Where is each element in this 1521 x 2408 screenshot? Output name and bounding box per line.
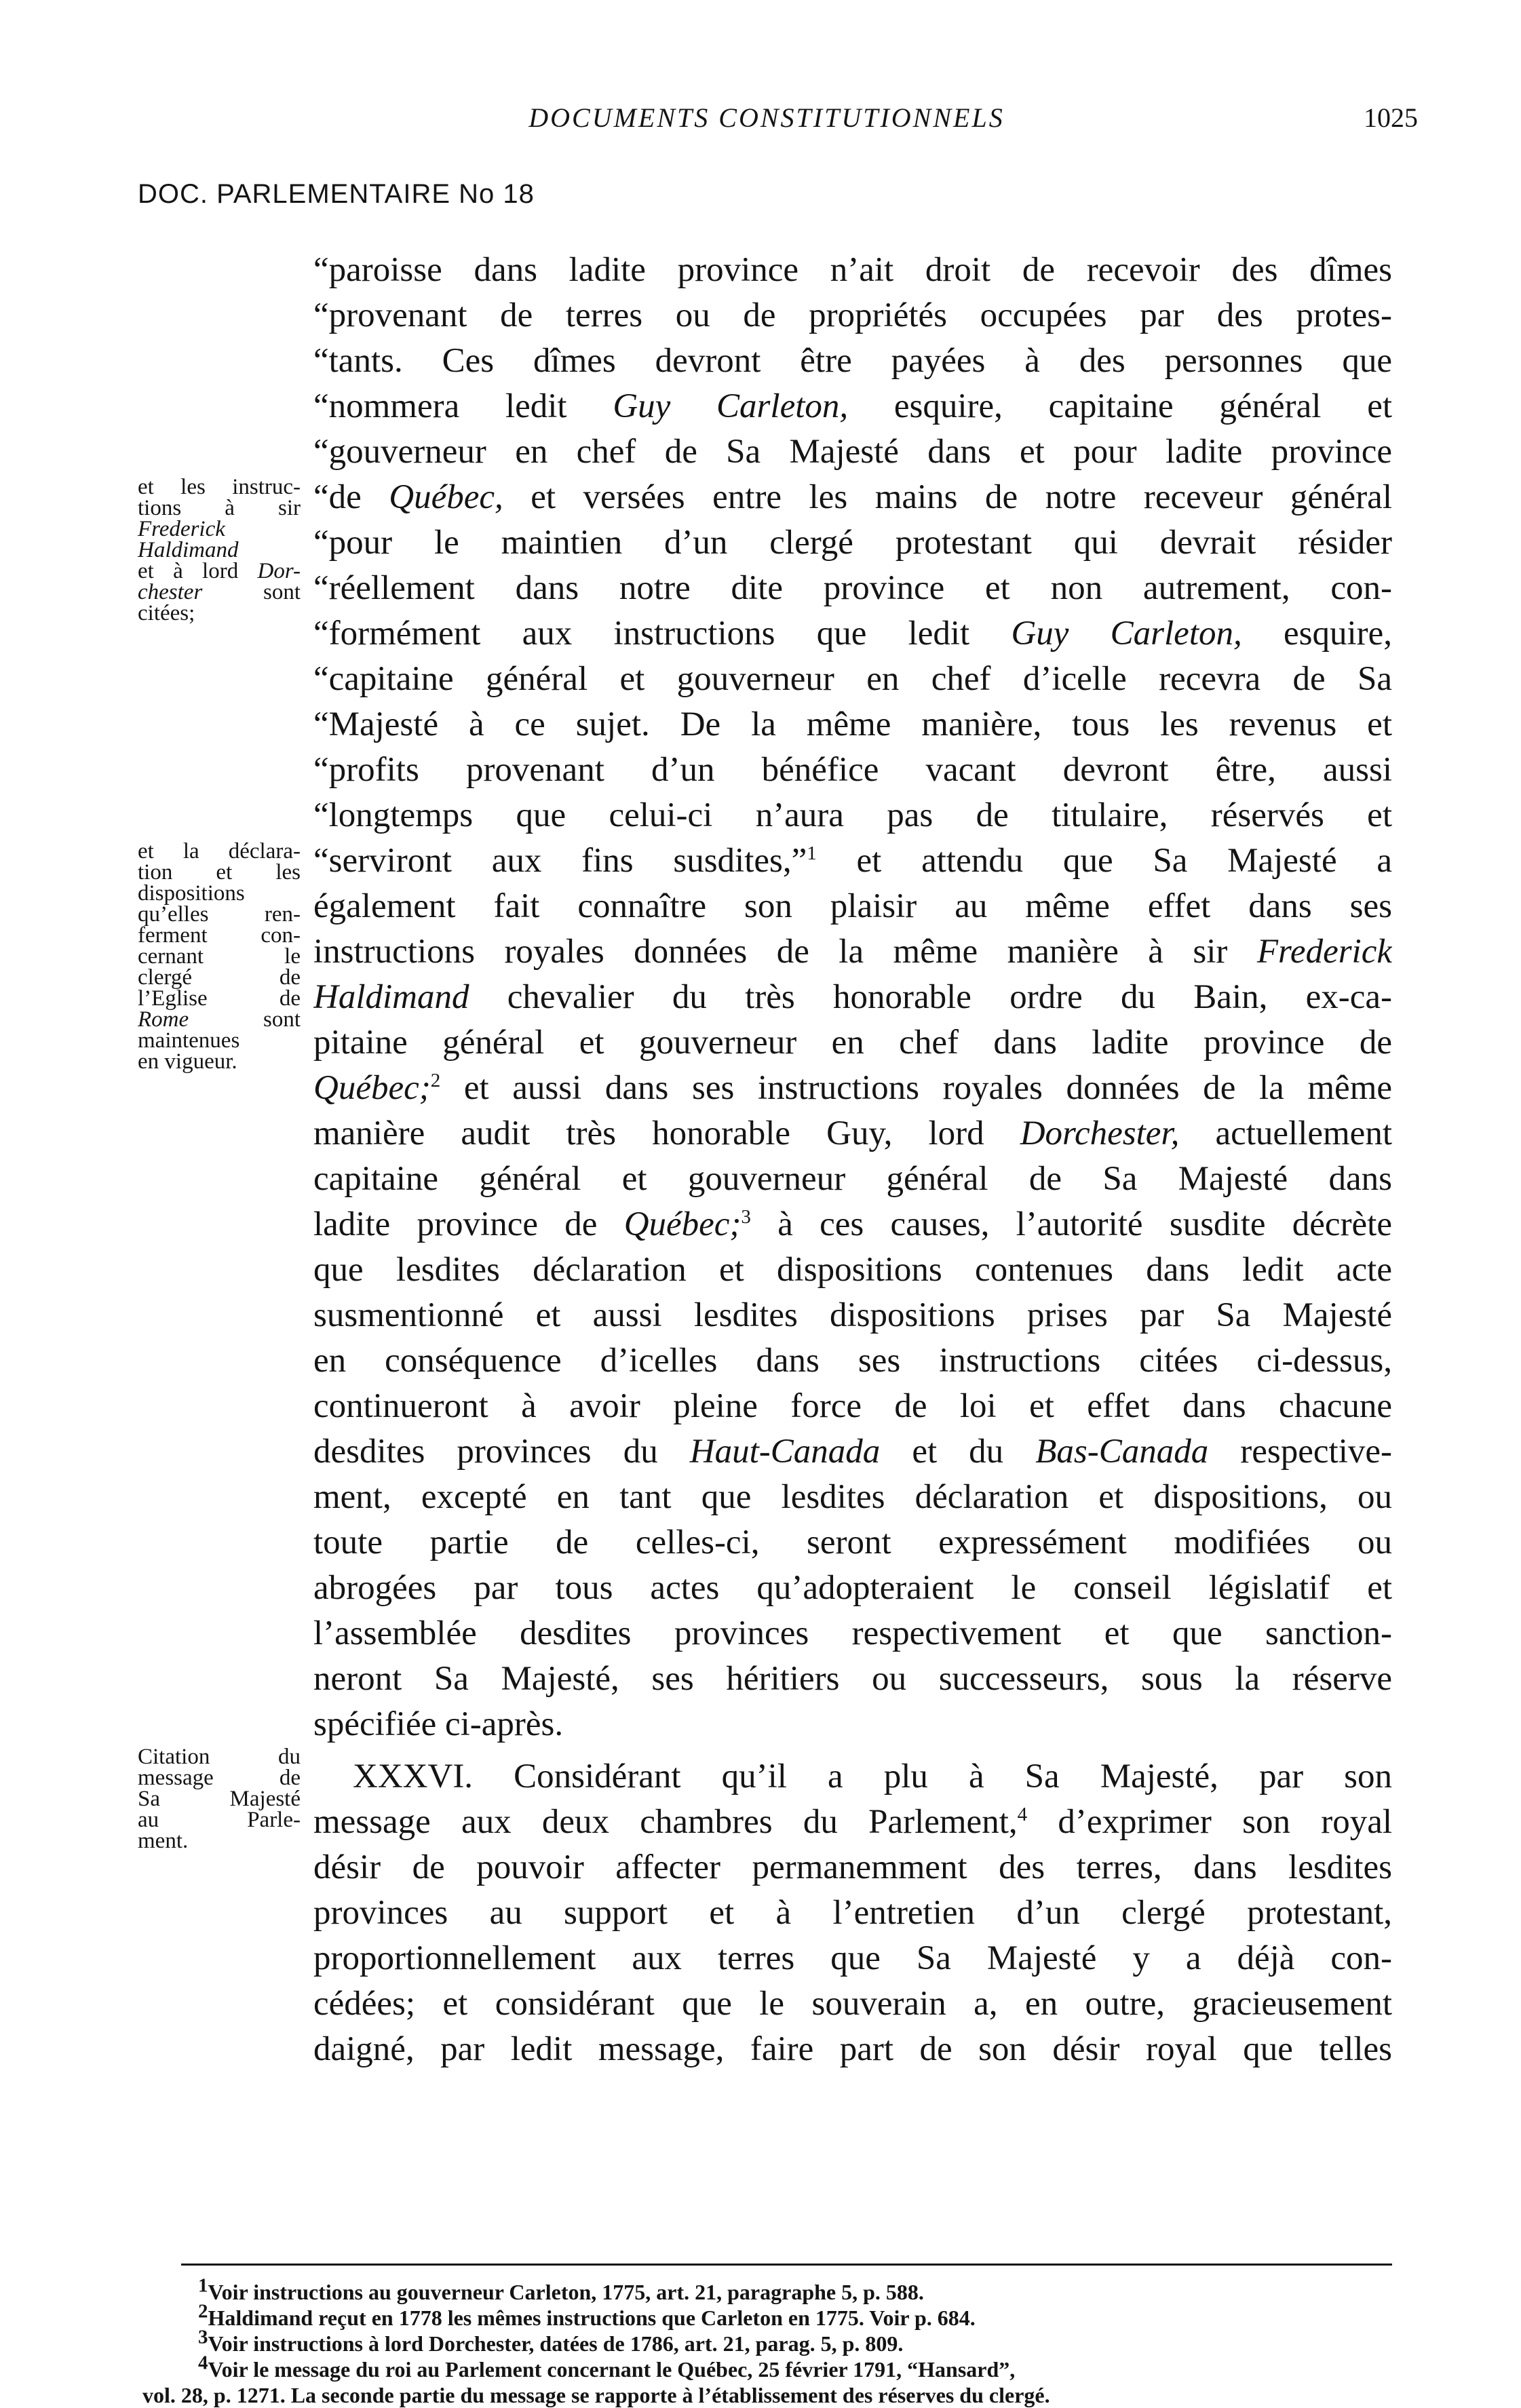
text-line: continueront à avoir pleine force de loi et effet dans chacune [313,1387,1392,1425]
margin-line: clergé de [138,965,301,990]
text-line: “Majesté à ce sujet. De la même manière, tous les revenus et [313,705,1392,743]
footnote: $^1$Voir instructions au gouverneur Carleton, 1775, art. 21, paragraphe 5, p. 588. [198,2274,924,2304]
text-line: que lesdites déclaration et dispositions contenues dans ledit acte [313,1251,1392,1289]
margin-line: en vigueur. [138,1049,237,1074]
margin-line: maintenues [138,1028,240,1053]
footnote-ref: 4 [1017,1804,1028,1825]
margin-line: Rome sont [138,1007,301,1032]
text-line: desdites provinces du Haut-Canada et du Bas-Canada respective- [313,1433,1392,1471]
text-line: “serviront aux fins susdites,”$^1$ et attendu que Sa Majesté a [313,842,1392,880]
text-line: ladite province de Québec;$^3$ à ces causes, l’autorité susdite décrète [313,1205,1392,1243]
text-line: capitaine général et gouverneur général de Sa Majesté dans [313,1160,1392,1198]
footnotes [142,2274,1392,2408]
margin-line: citées; [138,601,195,625]
footnote-divider [181,2264,1392,2266]
text-line: “provenant de terres ou de propriétés occupées par des protes- [313,296,1392,334]
text-line: “longtemps que celui-ci n’aura pas de titulaire, réservés et [313,796,1392,834]
section-heading-line: XXXVI. Considérant qu’il a plu à Sa Majesté, par son [353,1758,1392,1795]
text-line: abrogées par tous actes qu’adopteraient le conseil législatif et [313,1569,1392,1607]
margin-line: tion et les [138,860,301,885]
margin-line: ment. [138,1829,189,1853]
margin-line: message de [138,1766,301,1790]
margin-line: Haldimand [138,538,239,562]
text-line: désir de pouvoir affecter permanemment des terres, dans lesdites [313,1848,1392,1886]
margin-note-instructions [138,477,301,624]
text-line: “capitaine général et gouverneur en chef d’icelle recevra de Sa [313,660,1392,698]
text-line: Québec;$^2$ et aussi dans ses instructions royales données de la même [313,1069,1392,1107]
margin-line: au Parle- [138,1808,301,1832]
footnote: $^2$Haldimand reçut en 1778 les mêmes instructions que Carleton en 1775. Voir p. 684. [198,2300,976,2330]
text-line: en conséquence d’icelles dans ses instructions citées ci-dessus, [313,1342,1392,1380]
margin-line: Frederick [138,517,225,541]
text-line: daigné, par ledit message, faire part de son désir royal que telles [313,2030,1392,2068]
text-line: instructions royales données de la même manière à sir Frederick [313,933,1392,971]
margin-note-declaration [138,841,301,1072]
text-line: ment, excepté en tant que lesdites déclaration et dispositions, ou [313,1478,1392,1516]
text-line: “réellement dans notre dite province et non autrement, con- [313,569,1392,607]
text-line: “formément aux instructions que ledit Guy Carleton, esquire, [313,615,1392,653]
text-line: susmentionné et aussi lesdites dispositions prises par Sa Majesté [313,1296,1392,1334]
text-line: “paroisse dans ladite province n’ait droit de recevoir des dîmes [313,251,1392,289]
text-line: “profits provenant d’un bénéfice vacant devront être, aussi [313,751,1392,789]
margin-line: ferment con- [138,923,301,948]
text-line: pitaine général et gouverneur en chef dans ladite province de [313,1024,1392,1062]
margin-line: qu’elles ren- [138,902,301,927]
document-label: DOC. PARLEMENTAIRE No 18 [138,179,535,209]
text-line: “gouverneur en chef de Sa Majesté dans et pour ladite province [313,433,1392,471]
text-line: cédées; et considérant que le souverain a, en outre, gracieusement [313,1985,1392,2023]
text-line: “pour le maintien d’un clergé protestant qui devrait résider [313,524,1392,562]
footnote-ref: 1 [807,842,817,864]
footnote-ref: 3 [741,1206,751,1228]
text-line: provinces au support et à l’entretien d’un clergé protestant, [313,1894,1392,1932]
margin-line: dispositions [138,881,245,906]
text-line: spécifiée ci-après. [313,1705,564,1743]
margin-line: Citation du [138,1745,301,1769]
footnote-ref: 2 [430,1070,441,1091]
text-line: Haldimand chevalier du très honorable ordre du Bain, ex-ca- [313,978,1392,1016]
text-line: message aux deux chambres du Parlement,$^4$ d’exprimer son royal [313,1803,1392,1841]
main-text [313,248,1392,2072]
text-line: manière audit très honorable Guy, lord Dorchester, actuellement [313,1114,1392,1152]
footnote: $^3$Voir instructions à lord Dorchester, datées de 1786, art. 21, parag. 5, p. 809. [198,2326,904,2356]
text-line: proportionnellement aux terres que Sa Majesté y a déjà con- [313,1939,1392,1977]
text-line: toute partie de celles-ci, seront expressément modifiées ou [313,1523,1392,1561]
margin-line: et la déclara- [138,839,301,863]
margin-line: cernant le [138,944,301,969]
margin-line: l’Eglise de [138,986,301,1011]
margin-note-citation [138,1747,301,1852]
text-line: “de Québec, et versées entre les mains de notre receveur général [313,478,1392,516]
text-line: “tants. Ces dîmes devront être payées à des personnes que [313,342,1392,380]
margin-line: Sa Majesté [138,1787,301,1811]
text-line: neront Sa Majesté, ses héritiers ou successeurs, sous la réserve [313,1660,1392,1698]
margin-line: et à lord Dor- [138,559,301,583]
footnote-continuation: vol. 28, p. 1271. La seconde partie du message se rapporte à l’établissement des réserves du clergé. [142,2383,1050,2407]
margin-line: tions à sir [138,496,301,520]
running-head: DOCUMENTS CONSTITUTIONNELS [528,102,1005,133]
margin-line: chester sont [138,580,301,604]
text-line: également fait connaître son plaisir au même effet dans ses [313,887,1392,925]
footnote: $^4$Voir le message du roi au Parlement concernant le Québec, 25 février 1791, “Hansard”, [198,2352,1016,2382]
text-line: “nommera ledit Guy Carleton, esquire, capitaine général et [313,387,1392,425]
margin-line: et les instruc- [138,475,301,499]
text-line: l’assemblée desdites provinces respectivement et que sanction- [313,1614,1392,1652]
page-number: 1025 [1364,102,1418,133]
